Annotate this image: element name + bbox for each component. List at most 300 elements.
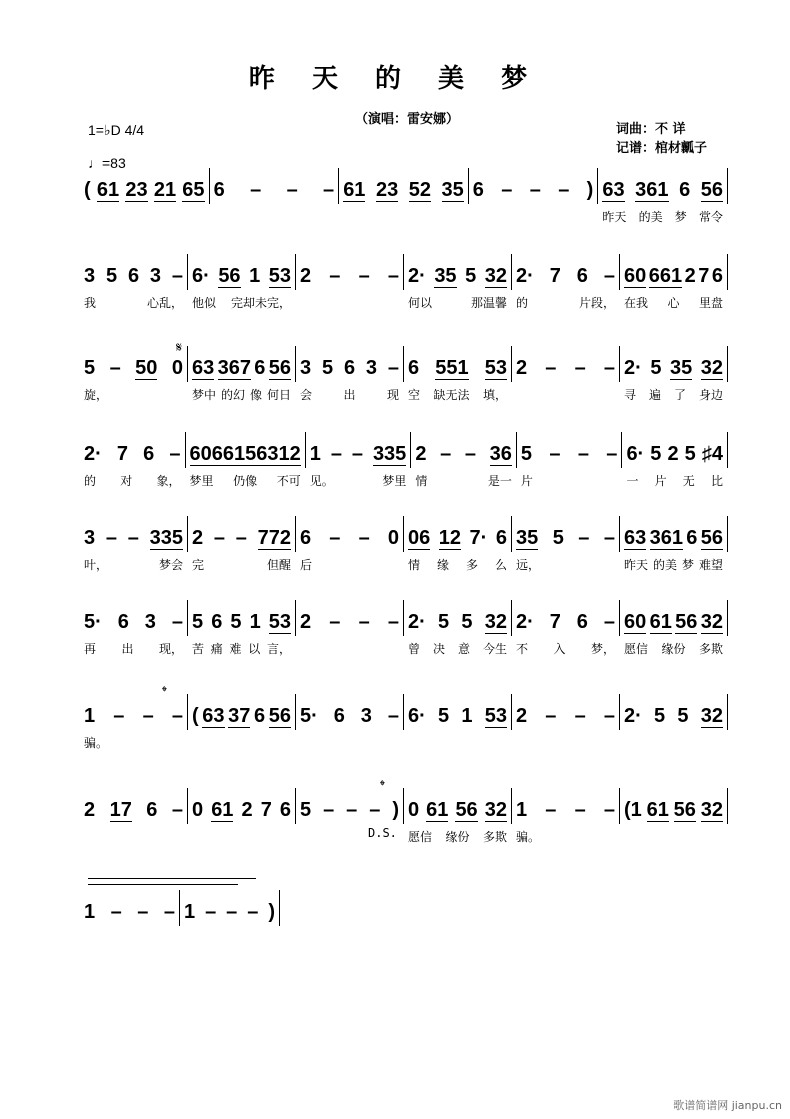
note: 5: [105, 265, 118, 287]
note: 5: [438, 611, 450, 633]
measure-notes: [192, 600, 291, 634]
note: –: [127, 527, 139, 549]
note: 2·: [408, 611, 426, 633]
measure: [469, 168, 599, 204]
note: 5: [84, 357, 96, 379]
measure: [512, 346, 620, 382]
note: –: [171, 611, 183, 633]
measure-notes: [192, 254, 291, 288]
note: –: [545, 799, 557, 821]
note: 63: [602, 179, 625, 201]
note: 2: [667, 443, 679, 465]
measure-notes: [521, 432, 618, 466]
note: 2·: [84, 443, 102, 465]
lyric: 我 心乱，: [84, 296, 183, 310]
measure: [180, 890, 280, 926]
note: 5: [650, 443, 662, 465]
note: 551: [435, 357, 469, 379]
note: 1: [461, 705, 473, 727]
measure: [188, 516, 296, 572]
note: –: [171, 265, 183, 287]
note: 6: [495, 527, 507, 549]
measure-notes: [300, 346, 399, 380]
note: 56: [675, 611, 698, 633]
note: 367: [217, 357, 251, 379]
note: 32: [700, 357, 723, 379]
measure: [80, 432, 186, 488]
measure: [296, 346, 404, 402]
note: –: [346, 799, 358, 821]
note: 1: [309, 443, 321, 465]
note: –: [171, 799, 183, 821]
ds-label: D.S.: [368, 826, 397, 840]
note: 6: [576, 265, 588, 287]
score-row: [80, 694, 728, 754]
note: 2·: [516, 611, 534, 633]
measure: [188, 788, 296, 824]
measure: [404, 788, 512, 844]
note: 1: [249, 265, 261, 287]
note: 53: [484, 705, 507, 727]
note: 0: [192, 799, 204, 821]
note: –: [578, 527, 590, 549]
note: 61: [343, 179, 366, 201]
song-title: 昨 天 的 美 梦: [248, 64, 542, 94]
note: 2·: [408, 265, 426, 287]
note: –: [369, 799, 381, 821]
note: –: [358, 527, 370, 549]
note: 2: [300, 611, 312, 633]
note: –: [603, 611, 615, 633]
note: 2·: [624, 705, 642, 727]
lyric: 曾 决 意 今生: [408, 642, 507, 656]
note: 17: [109, 799, 132, 821]
note: –: [387, 357, 399, 379]
measure: [188, 254, 296, 310]
note: 6: [117, 611, 129, 633]
note: 6: [143, 443, 155, 465]
measure: [80, 694, 188, 750]
note: –: [105, 527, 117, 549]
measure-notes: [192, 346, 291, 380]
note: 2: [300, 265, 312, 287]
note: –: [323, 799, 335, 821]
note: 23: [375, 179, 399, 201]
measure: [620, 254, 728, 310]
measure: [622, 432, 728, 488]
score-row: [80, 600, 728, 660]
note: –: [387, 611, 399, 633]
note: ♯4: [701, 443, 723, 465]
score-row: [80, 516, 728, 576]
note: 772: [257, 527, 291, 549]
note: –: [213, 527, 225, 549]
note: –: [205, 901, 217, 923]
note: 6: [211, 611, 223, 633]
note: 32: [700, 799, 723, 821]
note: –: [603, 265, 615, 287]
measure-notes: [192, 788, 291, 822]
note: –: [577, 443, 589, 465]
measure: [512, 254, 620, 310]
coda-sign: 𝄌: [162, 684, 167, 700]
note: –: [226, 901, 238, 923]
note: 335: [149, 527, 183, 549]
lyric: 片: [520, 474, 533, 488]
transcriber: 记谱：棺材瓤子: [616, 141, 708, 156]
note: 60: [189, 443, 212, 465]
measure: [296, 694, 404, 730]
note: –: [549, 443, 561, 465]
lyric: 愿信 缘份 多欺: [408, 830, 507, 844]
note: 56: [218, 265, 241, 287]
measure-notes: [408, 694, 507, 728]
measure-notes: [516, 600, 615, 634]
note: 7: [116, 443, 129, 465]
measure-notes: [300, 600, 399, 634]
tempo: ♩=83: [88, 155, 126, 171]
lyric: 会 出 现: [300, 388, 399, 402]
note: 2: [516, 705, 528, 727]
measure-notes: [516, 254, 615, 288]
note: 5: [677, 705, 689, 727]
measure-notes: [624, 600, 723, 634]
measure: [404, 254, 512, 310]
note: 56: [700, 527, 723, 549]
measure: [80, 890, 180, 926]
measure-notes: [192, 516, 291, 550]
measure-notes: [190, 432, 301, 466]
note: 2: [516, 357, 528, 379]
note: 6: [127, 265, 140, 287]
lyric: 空 缺无法 填，: [408, 388, 507, 402]
measure-notes: [624, 346, 723, 380]
note: 6: [254, 705, 266, 727]
note: 61: [426, 799, 449, 821]
measure: [80, 346, 188, 402]
note: 5: [192, 611, 204, 633]
lyric: 完 但醒: [192, 558, 291, 572]
lyric: 他似 完却未完，: [192, 296, 291, 310]
note: –: [250, 179, 262, 201]
measure: [512, 694, 620, 730]
note: –: [163, 901, 175, 923]
lyric: 愿信 缘份 多欺: [624, 642, 723, 656]
measure: [188, 346, 296, 402]
coda-sign-2: 𝄌: [380, 778, 385, 794]
note: 661: [648, 265, 683, 287]
lyric: 远，: [516, 558, 541, 572]
note: 361: [635, 179, 669, 201]
note: 2·: [516, 265, 534, 287]
note: 2·: [624, 357, 642, 379]
measure: [620, 600, 728, 656]
measure: [512, 516, 620, 572]
note: 2: [684, 265, 696, 287]
measure-notes: [84, 516, 183, 550]
credits: [616, 120, 707, 158]
note: (: [84, 179, 91, 201]
note: 32: [700, 611, 723, 633]
note: 2: [84, 799, 96, 821]
note: –: [169, 443, 181, 465]
note: 65: [182, 179, 205, 201]
note: 56: [268, 705, 291, 727]
note: 361: [649, 527, 683, 549]
lyric: 寻 遍 了 身边: [624, 388, 723, 402]
note: –: [358, 265, 370, 287]
measure: [80, 254, 188, 310]
measure: [404, 516, 512, 572]
note: 6: [279, 799, 291, 821]
note: ): [586, 179, 594, 201]
note: –: [574, 357, 586, 379]
lyric: 情 是一: [415, 474, 512, 488]
note: –: [137, 901, 149, 923]
measure-notes: [408, 516, 507, 550]
measure: [620, 694, 728, 730]
note: 6: [576, 611, 588, 633]
lyric: 后: [300, 558, 313, 572]
note: 5·: [84, 611, 102, 633]
note: 6: [333, 705, 345, 727]
note: 06: [408, 527, 431, 549]
note: –: [110, 901, 122, 923]
note: 3: [149, 265, 162, 287]
note: –: [329, 611, 341, 633]
measure: [296, 254, 404, 290]
lyric: 旋，: [84, 388, 109, 402]
note: 6·: [408, 705, 426, 727]
lyric: 见。 梦里: [309, 474, 407, 488]
note: 63: [202, 705, 225, 727]
note: –: [501, 179, 513, 201]
measure: [306, 432, 412, 488]
note: 61: [211, 799, 234, 821]
measure: [512, 600, 620, 656]
measure: [296, 788, 404, 824]
note: 6: [686, 527, 698, 549]
note: 0: [171, 357, 183, 379]
note: –: [286, 179, 298, 201]
note: –: [329, 265, 341, 287]
note: 36: [489, 443, 512, 465]
score-row: [80, 788, 728, 848]
measure: [80, 600, 188, 656]
note: ): [392, 799, 399, 821]
note: 56: [455, 799, 478, 821]
measure: [404, 600, 512, 656]
note: 61: [646, 799, 669, 821]
measure-notes: [408, 600, 507, 634]
note: –: [529, 179, 541, 201]
note: 1: [184, 901, 196, 923]
note: 6: [679, 179, 691, 201]
measure-notes: [84, 694, 183, 728]
decrescendo-line: [88, 884, 238, 885]
note: 37: [228, 705, 251, 727]
note: –: [574, 705, 586, 727]
note: 53: [268, 265, 291, 287]
note: 63: [192, 357, 215, 379]
lyric: 在我 心 里盘: [624, 296, 723, 310]
note: 6: [146, 799, 158, 821]
measure: [404, 346, 512, 402]
measure: [598, 168, 728, 224]
measure-notes: [192, 694, 291, 728]
measure: [512, 788, 620, 844]
measure: [620, 788, 728, 824]
note: 50: [135, 357, 158, 379]
note: 6: [254, 357, 266, 379]
lyric: 骗。: [84, 736, 109, 750]
lyric: 苦 痛 难 以 言，: [192, 642, 291, 656]
measure-notes: [300, 516, 399, 550]
lyric: 不 入 梦，: [516, 642, 615, 656]
segno-sign: 𝄋: [176, 340, 183, 356]
note: 3: [365, 357, 378, 379]
note: –: [358, 611, 370, 633]
note: 35: [516, 527, 539, 549]
note: 6: [472, 179, 484, 201]
note: 5: [552, 527, 564, 549]
note: 6: [343, 357, 356, 379]
note: –: [351, 443, 364, 465]
measure-notes: [624, 254, 723, 288]
note: 6: [300, 527, 312, 549]
note: –: [574, 799, 586, 821]
measure-notes: [214, 168, 335, 202]
note: 3: [84, 265, 96, 287]
note: ): [268, 901, 275, 923]
decrescendo-line: [88, 878, 256, 879]
measure-notes: [84, 346, 183, 380]
note: 35: [441, 179, 464, 201]
measure: [186, 432, 306, 488]
note: –: [603, 357, 615, 379]
note: –: [113, 705, 125, 727]
lyric: 情 缘 多 么: [408, 558, 507, 572]
note: –: [323, 179, 335, 201]
note: 335: [372, 443, 407, 465]
note: 0: [408, 799, 420, 821]
note: 5: [438, 705, 450, 727]
note: 52: [408, 179, 431, 201]
note: 60: [624, 265, 647, 287]
lyric: 一 片 无 比: [626, 474, 723, 488]
score-row: [80, 254, 728, 314]
note: 661: [211, 443, 246, 465]
measure: [404, 694, 512, 730]
note: 32: [484, 265, 507, 287]
note: 35: [434, 265, 457, 287]
note: –: [142, 705, 154, 727]
singer: （演唱：雷安娜）: [355, 112, 460, 127]
measure-notes: [84, 788, 183, 822]
note: 7: [549, 611, 561, 633]
note: 5: [520, 443, 533, 465]
note: (: [192, 705, 199, 727]
note: 61: [649, 611, 672, 633]
note: 3: [144, 611, 156, 633]
note: 32: [700, 705, 723, 727]
measure: [80, 516, 188, 572]
measure: [620, 516, 728, 572]
measure-notes: [84, 254, 183, 288]
note: 5: [650, 357, 662, 379]
note: –: [109, 357, 121, 379]
measure-notes: [516, 516, 615, 550]
note: 312: [267, 443, 301, 465]
lyric: 昨天 的美 梦 难望: [624, 558, 723, 572]
measure-notes: [624, 694, 723, 728]
measure: [339, 168, 469, 204]
note: –: [603, 705, 615, 727]
note: 1: [249, 611, 261, 633]
watermark: 歌谱简谱网 jianpu.cn: [673, 1099, 782, 1112]
note: 32: [484, 799, 507, 821]
measure: [188, 694, 296, 730]
measure-notes: [84, 890, 175, 924]
note: 63: [624, 527, 647, 549]
note: 5: [684, 443, 696, 465]
measure-notes: [602, 168, 723, 202]
lyric: 再 出 现，: [84, 642, 183, 656]
lyric: 的 片段，: [516, 296, 615, 310]
note: 6: [711, 265, 723, 287]
note: 23: [125, 179, 148, 201]
note: 60: [624, 611, 647, 633]
measure-notes: [84, 168, 205, 202]
note: –: [247, 901, 259, 923]
note: 3: [300, 357, 312, 379]
measure: [80, 788, 188, 824]
note: 6: [213, 179, 225, 201]
note: 35: [669, 357, 693, 379]
note: 1: [84, 901, 96, 923]
note: –: [545, 705, 557, 727]
lyric: 的 对 象，: [84, 474, 181, 488]
measure-notes: [415, 432, 512, 466]
note: –: [606, 443, 618, 465]
note: 5: [461, 611, 473, 633]
measure-notes: [408, 788, 507, 822]
note: 3: [360, 705, 372, 727]
lyric: 何以 那温馨: [408, 296, 507, 310]
measure-notes: [300, 694, 399, 728]
note: 5: [300, 799, 312, 821]
note: 21: [153, 179, 177, 201]
note: 5: [321, 357, 334, 379]
note: 7·: [469, 527, 488, 549]
note: 5: [654, 705, 666, 727]
lyric: 梦里 仍像 不可: [189, 474, 301, 488]
measure: [80, 168, 210, 204]
note: 56: [268, 357, 291, 379]
note: 6·: [626, 443, 645, 465]
key-signature: 1=♭D 4/4: [88, 122, 145, 138]
lyric: 昨天 的美 梦 常令: [602, 210, 723, 224]
note: –: [545, 357, 557, 379]
note: 56: [700, 179, 723, 201]
measure-notes: [84, 600, 183, 634]
note: 56: [245, 443, 268, 465]
measure-notes: [516, 346, 615, 380]
measure: [620, 346, 728, 402]
note: 1: [84, 705, 96, 727]
measure-notes: [624, 516, 723, 550]
score-row: [80, 168, 728, 228]
